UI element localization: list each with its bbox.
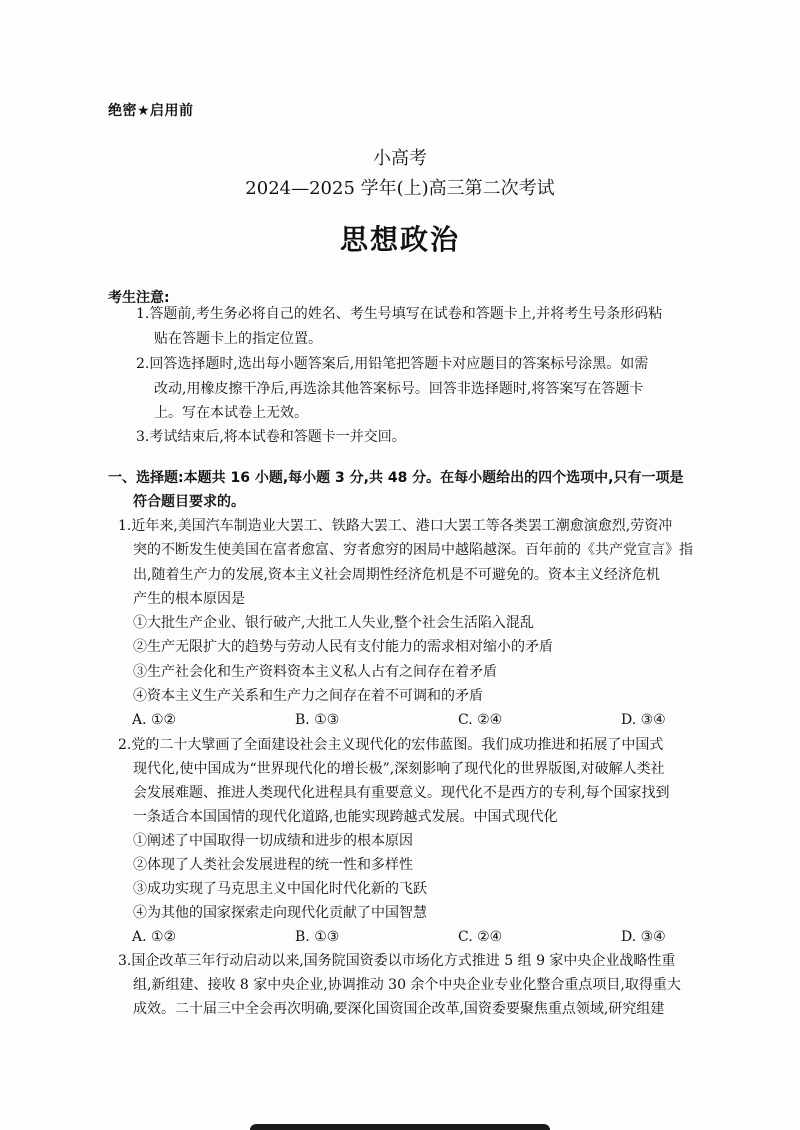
- question-text: 2.党的二十大擘画了全面建设社会主义现代化的宏伟蓝图。我们成功推进和拓展了中国式: [118, 737, 664, 753]
- option-a: A. ①②: [132, 712, 177, 728]
- question-text: 1.近年来,美国汽车制造业大罢工、铁路大罢工、港口大罢工等各类罢工潮愈演愈烈,劳资冲: [118, 518, 673, 534]
- option-a: A. ①②: [132, 929, 177, 945]
- question-text: 成效。二十届三中全会再次明确,要深化国资国企改革,国资委要聚焦重点领域,研究组建: [133, 1001, 665, 1017]
- question-text: 出,随着生产力的发展,资本主义社会周期性经济危机是不可避免的。资本主义经济危机: [133, 567, 660, 583]
- statement-item: ④资本主义生产关系和生产力之间存在着不可调和的矛盾: [133, 688, 483, 704]
- notice-line: 改动,用橡皮擦干净后,再选涂其他答案标号。回答非选择题时,将答案写在答题卡: [154, 381, 644, 397]
- question-text: 会发展难题、推进人类现代化进程具有重要意义。现代化不是西方的专利,每个国家找到: [133, 785, 670, 801]
- statement-item: ②体现了人类社会发展进程的统一性和多样性: [133, 857, 413, 873]
- subject-title: 思想政治: [339, 223, 460, 256]
- option-d: D. ③④: [621, 712, 666, 728]
- home-indicator-bar: [250, 1124, 550, 1130]
- question-text: 3.国企改革三年行动启动以来,国务院国资委以市场化方式推进 5 组 9 家中央企业战略性重: [118, 953, 676, 969]
- statement-item: ①大批生产企业、银行破产,大批工人失业,整个社会生活陷入混乱: [133, 615, 534, 631]
- notice-line: 2.回答选择题时,选出每小题答案后,用铅笔把答题卡对应题目的答案标号涂黑。如需: [136, 356, 649, 372]
- option-d: D. ③④: [621, 929, 666, 945]
- option-b: B. ①③: [295, 712, 340, 728]
- question-text: 突的不断发生使美国在富者愈富、穷者愈穷的困局中越陷越深。百年前的《共产党宣言》指: [133, 542, 693, 558]
- statement-item: ③生产社会化和生产资料资本主义私人占有之间存在着矛盾: [133, 664, 497, 680]
- section-heading-cont: 符合题目要求的。: [133, 494, 245, 510]
- confidential-label: 绝密★启用前: [108, 103, 194, 119]
- question-text: 现代化,使中国成为“世界现代化的增长极”,深刻影响了现代化的世界版图,对破解人类社: [133, 761, 665, 777]
- notice-line: 3.考试结束后,将本试卷和答题卡一并交回。: [136, 429, 406, 445]
- statement-item: ①阐述了中国取得一切成绩和进步的根本原因: [133, 833, 413, 849]
- statement-item: ④为其他的国家探索走向现代化贡献了中国智慧: [133, 905, 427, 921]
- question-text: 产生的根本原因是: [133, 591, 245, 607]
- exam-title: 2024—2025 学年(上)高三第二次考试: [245, 178, 555, 199]
- notice-line: 1.答题前,考生务必将自己的姓名、考生号填写在试卷和答题卡上,并将考生号条形码粘: [136, 306, 663, 322]
- question-text: 一条适合本国国情的现代化道路,也能实现跨越式发展。中国式现代化: [133, 809, 558, 825]
- statement-item: ③成功实现了马克思主义中国化时代化新的飞跃: [133, 881, 427, 897]
- question-text: 组,新组建、接收 8 家中央企业,协调推动 30 余个中央企业专业化整合重点项目,取得重大: [133, 977, 681, 993]
- notice-line: 贴在答题卡上的指定位置。: [154, 331, 322, 347]
- notice-heading: 考生注意:: [108, 290, 170, 306]
- section-heading: 一、选择题:本题共 16 小题,每小题 3 分,共 48 分。在每小题给出的四个选项中,只有一项是: [108, 470, 684, 486]
- statement-item: ②生产无限扩大的趋势与劳动人民有支付能力的需求相对缩小的矛盾: [133, 639, 553, 655]
- option-c: C. ②④: [458, 712, 503, 728]
- exam-brand: 小高考: [373, 148, 427, 169]
- answer-options: [132, 925, 732, 949]
- option-c: C. ②④: [458, 929, 503, 945]
- answer-options: [132, 708, 732, 732]
- notice-line: 上。写在本试卷上无效。: [154, 405, 308, 421]
- option-b: B. ①③: [295, 929, 340, 945]
